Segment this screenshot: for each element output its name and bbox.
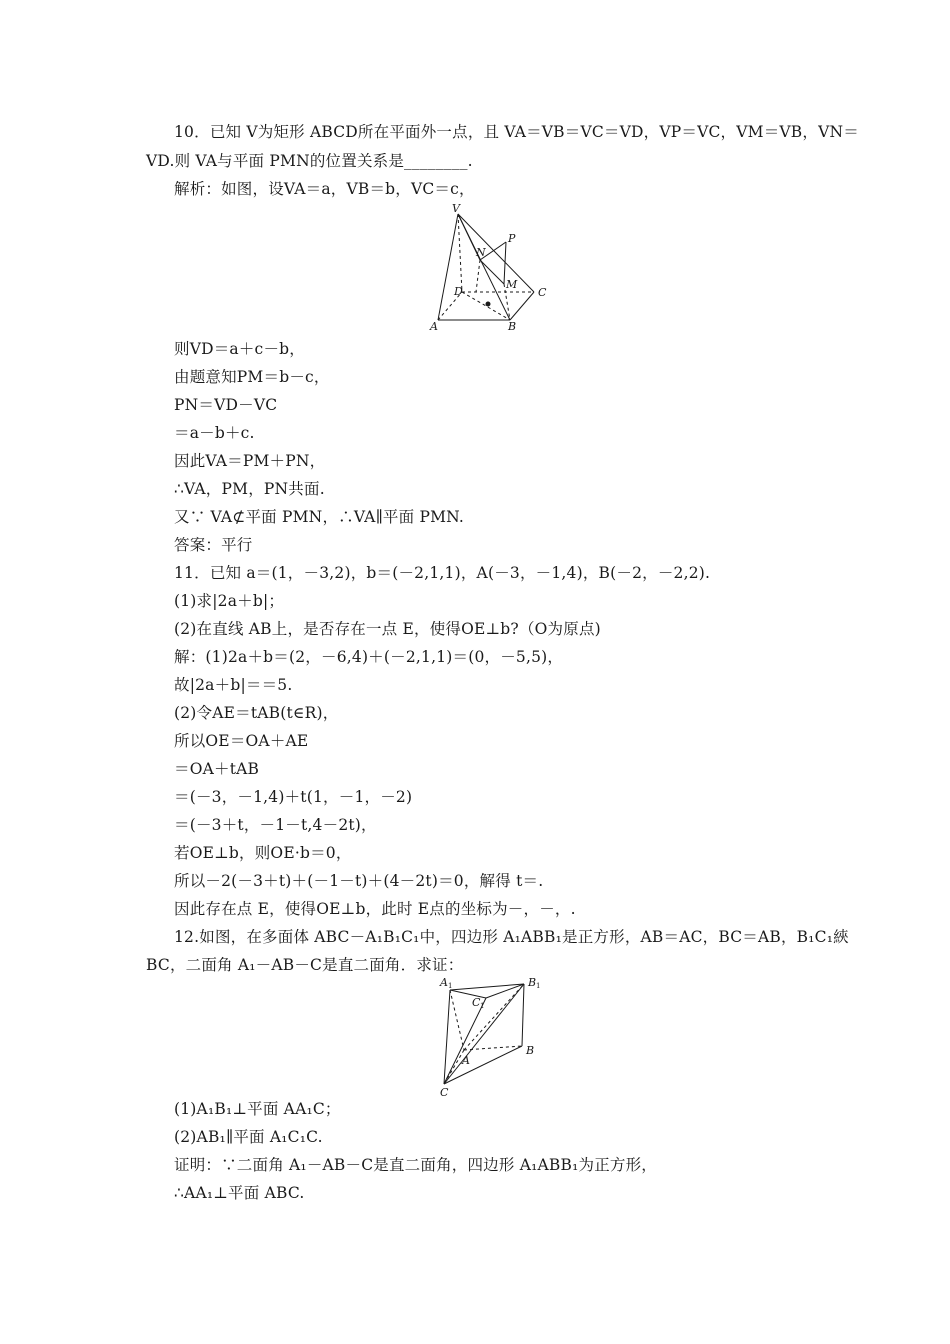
problem-12-line-2: BC，二面角 A₁－AB－C是直二面角．求证：	[146, 956, 464, 974]
label-v: V	[452, 202, 460, 215]
label-m: M	[506, 278, 518, 291]
problem-12-line-1: 12.如图，在多面体 ABC－A₁B₁C₁中，四边形 A₁ABB₁是正方形，AB＝AC，BC＝AB，B₁C₁綊	[174, 928, 849, 946]
solution-11-step-10: 因此存在点 E，使得OE⊥b，此时 E点的坐标为－，－，.	[174, 900, 576, 918]
solution-11-step-5: ＝OA＋tAB	[174, 760, 260, 778]
label-b1: B	[528, 976, 537, 989]
solution-10-step-1: 则VD＝a＋c－b，	[174, 340, 305, 358]
problem-10-line-2: VD.则 VA与平面 PMN的位置关系是________.	[146, 152, 473, 170]
solution-11-step-7: ＝(－3＋t，－1－t,4－2t)，	[174, 816, 377, 834]
label-a: A	[462, 1054, 470, 1067]
problem-12-part-1: (1)A₁B₁⊥平面 AA₁C；	[174, 1100, 341, 1118]
problem-12-part-2: (2)AB₁∥平面 A₁C₁C.	[174, 1128, 323, 1146]
solution-11-step-3: (2)令AE＝tAB(t∈R)，	[174, 704, 339, 722]
solution-10-step-7: 又∵ VA⊄平面 PMN，∴VA∥平面 PMN.	[174, 508, 465, 526]
solution-11-step-4: 所以OE＝OA＋AE	[174, 732, 309, 750]
solution-10-intro: 解析：如图，设VA＝a，VB＝b，VC＝c，	[174, 180, 475, 198]
label-d: D	[454, 285, 463, 298]
answer-10: 答案：平行	[174, 536, 253, 554]
solution-11-step-1: 解：(1)2a＋b＝(2，－6,4)＋(－2,1,1)＝(0，－5,5)，	[174, 648, 564, 666]
label-b: B	[508, 320, 517, 333]
solution-11-step-9: 所以－2(－3＋t)＋(－1－t)＋(4－2t)＝0，解得 t＝.	[174, 872, 544, 890]
solution-11-step-2: 故|2a＋b|＝＝5.	[174, 676, 293, 694]
solution-10-step-2: 由题意知PM＝b－c，	[174, 368, 330, 386]
label-a: A	[430, 320, 438, 333]
label-c: C	[538, 286, 547, 299]
label-b: B	[526, 1044, 535, 1057]
label-n: N	[476, 246, 486, 259]
problem-11-statement: 11．已知 a＝(1，－3,2)，b＝(－2,1,1)，A(－3，－1,4)，B(－2，－2,2).	[174, 564, 711, 582]
problem-10-line-1: 10．已知 V为矩形 ABCD所在平面外一点，且 VA＝VB＝VC＝VD，VP＝VC，VM＝VB，VN＝	[174, 123, 859, 141]
label-c: C	[440, 1086, 449, 1098]
label-c1-sub: 1	[480, 1002, 485, 1010]
solution-10-step-3: PN＝VD－VC	[174, 396, 278, 414]
solution-10-step-5: 因此VA＝PM＋PN，	[174, 452, 326, 470]
proof-12-step-1: 证明：∵二面角 A₁－AB－C是直二面角，四边形 A₁ABB₁为正方形，	[174, 1156, 658, 1174]
label-p: P	[508, 232, 516, 245]
proof-12-step-2: ∴AA₁⊥平面 ABC.	[174, 1184, 305, 1202]
problem-11-part-2: (2)在直线 AB上，是否存在一点 E，使得OE⊥b?（O为原点)	[174, 620, 601, 638]
polyhedron-figure	[436, 974, 548, 1098]
solution-10-step-4: ＝a－b＋c.	[174, 424, 255, 442]
label-b1-sub: 1	[536, 982, 541, 990]
label-a1-sub: 1	[448, 982, 453, 990]
label-c1: C	[472, 996, 481, 1009]
solution-11-step-6: ＝(－3，－1,4)＋t(1，－1，－2)	[174, 788, 413, 806]
solution-10-step-6: ∴VA，PM，PN共面.	[174, 480, 325, 498]
label-a1: A	[440, 976, 448, 989]
solution-11-step-8: 若OE⊥b，则OE·b＝0，	[174, 844, 352, 862]
problem-11-part-1: (1)求|2a＋b|；	[174, 592, 285, 610]
pyramid-figure	[428, 200, 558, 336]
